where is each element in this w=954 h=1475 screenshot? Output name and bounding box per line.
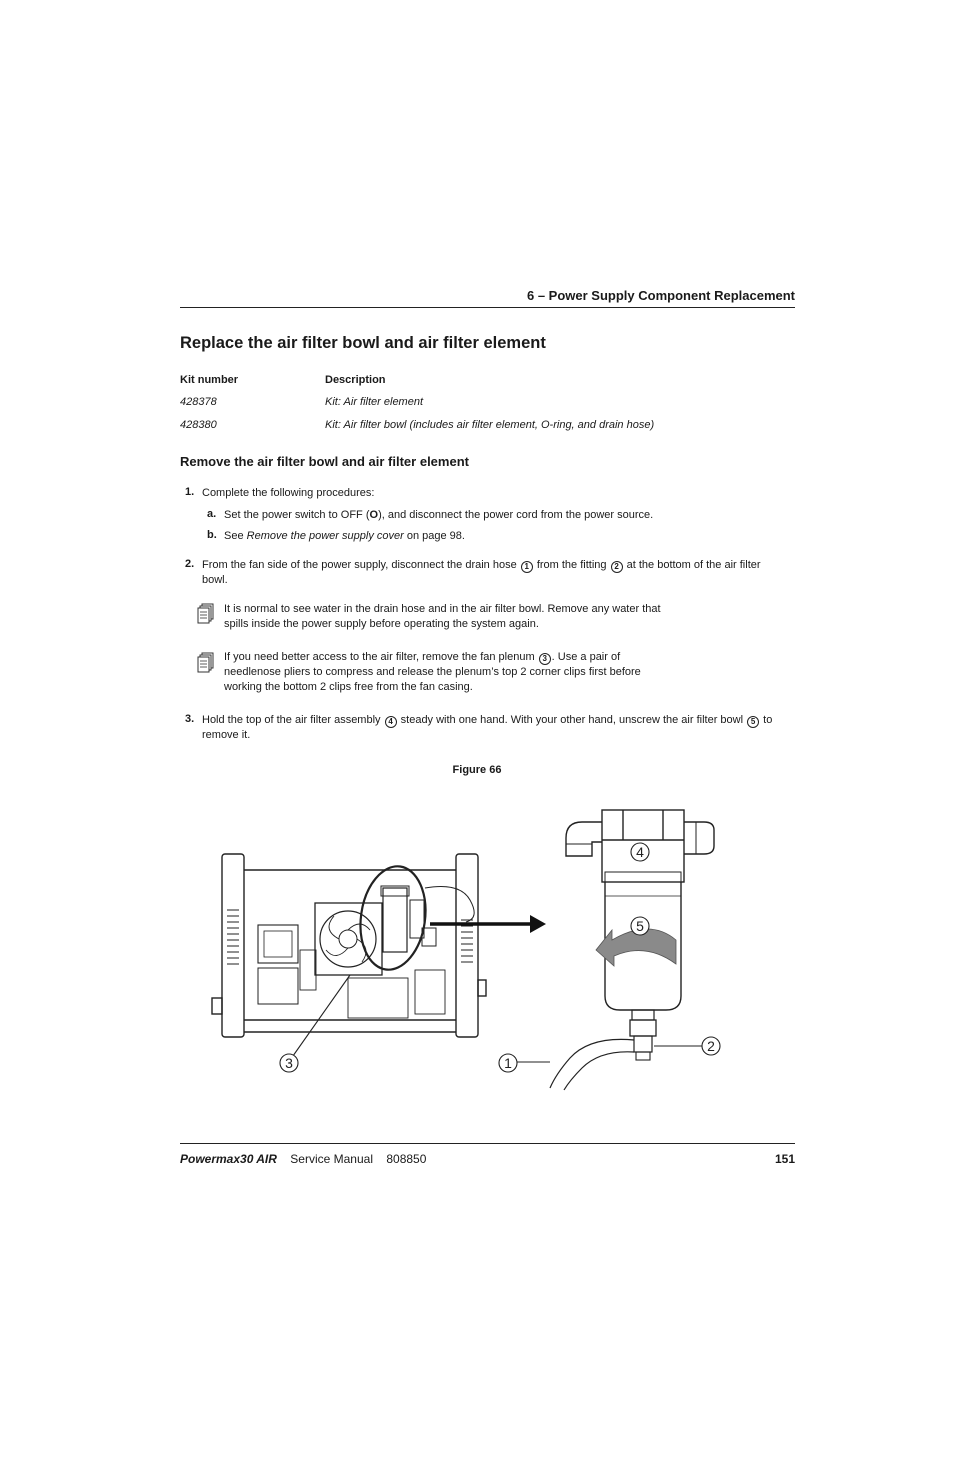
step-number: 2. bbox=[185, 558, 195, 570]
fan-icon bbox=[320, 911, 376, 967]
drain-hose bbox=[550, 1039, 634, 1088]
callout-marker: 4 bbox=[385, 716, 397, 728]
callout-label: 1 bbox=[504, 1055, 512, 1071]
callout-label: 4 bbox=[636, 844, 644, 860]
page-number: 151 bbox=[774, 1152, 795, 1166]
product-name: Powermax30 AIR bbox=[180, 1152, 277, 1166]
arrow-right-icon bbox=[430, 915, 546, 933]
step-number: 3. bbox=[185, 713, 195, 725]
kit-number-header: Kit number bbox=[180, 374, 239, 386]
substep-letter: a. bbox=[207, 508, 217, 520]
callout-marker: 1 bbox=[521, 561, 533, 573]
step-text: From the fan side of the power supply, disconnect the drain hose 1 from the fitting 2 at the bottom of the air filter bowl. bbox=[202, 559, 761, 586]
cross-reference-link[interactable]: Remove the power supply cover bbox=[246, 530, 404, 542]
step-number: 1. bbox=[185, 486, 195, 498]
step-text: Complete the following procedures: bbox=[202, 487, 375, 499]
kit-number-cell: 428380 bbox=[180, 419, 217, 431]
footer-rule bbox=[180, 1143, 795, 1144]
running-header: 6 – Power Supply Component Replacement bbox=[527, 288, 795, 303]
note-icon bbox=[197, 652, 215, 674]
kit-description-cell: Kit: Air filter bowl (includes air filter element, O-ring, and drain hose) bbox=[325, 419, 655, 431]
manual-type: Service Manual bbox=[290, 1152, 373, 1166]
kit-description-cell: Kit: Air filter element bbox=[325, 396, 424, 408]
step-text: Hold the top of the air filter assembly 4 steady with one hand. With your other hand, unscrew the air filter bowl 5 to remove it. bbox=[202, 714, 773, 741]
substep-letter: b. bbox=[207, 529, 217, 541]
callout-label: 3 bbox=[285, 1055, 293, 1071]
note-icon bbox=[197, 603, 215, 625]
figure-title: Figure 66 bbox=[452, 764, 502, 776]
substep-text: See Remove the power supply cover on page 98. bbox=[224, 530, 465, 542]
callout-marker: 5 bbox=[747, 716, 759, 728]
fan-plenum bbox=[315, 903, 382, 975]
callout-marker: 2 bbox=[611, 561, 623, 573]
note-text: If you need better access to the air filter, remove the fan plenum 3 . Use a pair of needlenose pliers to compress and release the plenum’s top 2 corner clips first before working the bottom 2 clips free from the fan casing. bbox=[224, 651, 641, 693]
figure-illustration bbox=[200, 800, 760, 1100]
note-text: It is normal to see water in the drain hose and in the air filter bowl. Remove any water that spills inside the power supply before operating the system again. bbox=[224, 603, 661, 630]
description-header: Description bbox=[325, 374, 386, 386]
substep-text: Set the power switch to OFF (O), and disconnect the power cord from the power source. bbox=[224, 509, 654, 521]
callout-label: 5 bbox=[636, 918, 644, 934]
footer-left bbox=[180, 1152, 426, 1166]
header-rule bbox=[180, 307, 795, 308]
section-title: Replace the air filter bowl and air filter element bbox=[180, 334, 546, 352]
kit-number-cell: 428378 bbox=[180, 396, 217, 408]
subsection-title: Remove the air filter bowl and air filter element bbox=[180, 454, 469, 469]
chassis-right-panel bbox=[456, 854, 478, 1037]
callout-marker: 3 bbox=[539, 653, 551, 665]
part-number: 808850 bbox=[386, 1152, 427, 1166]
callout-label: 2 bbox=[707, 1038, 715, 1054]
